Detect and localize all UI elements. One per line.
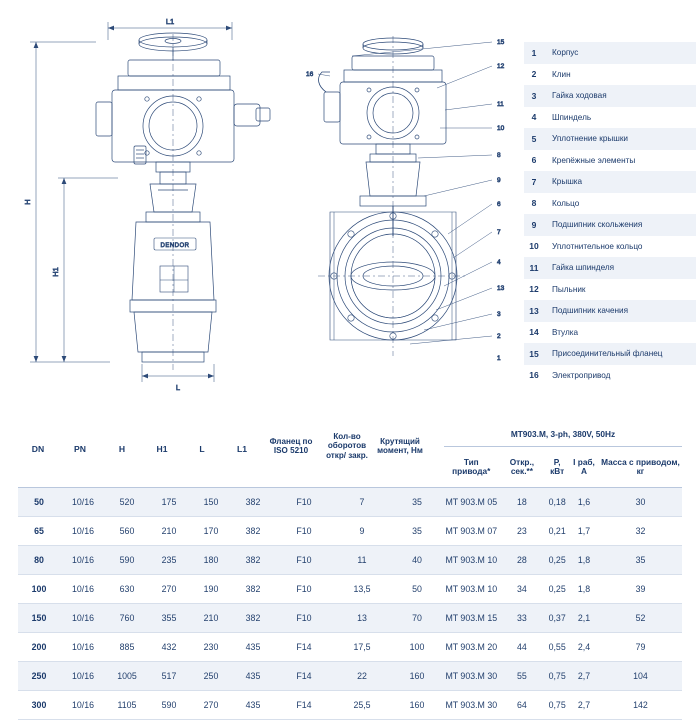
cell-l1: 435	[232, 662, 274, 691]
cell-h1: 235	[148, 546, 190, 575]
legend-item-label: Подшипник качения	[552, 306, 629, 316]
cell-current: 2,4	[569, 633, 599, 662]
col-l1: L1	[236, 444, 248, 454]
cell-pn: 10/16	[60, 488, 106, 517]
cell-current: 2,7	[569, 691, 599, 720]
legend-item	[524, 322, 696, 344]
cell-pn: 10/16	[60, 691, 106, 720]
legend-item-label: Гайка ходовая	[552, 91, 607, 101]
cell-pn: 10/16	[60, 517, 106, 546]
cell-flange: F10	[274, 575, 334, 604]
svg-text:4: 4	[497, 259, 501, 266]
legend-item-number: 4	[531, 112, 537, 123]
cell-l1: 382	[232, 488, 274, 517]
cell-type: MT 903.M 10	[444, 575, 499, 604]
cell-h1: 517	[148, 662, 190, 691]
cell-h1: 355	[148, 604, 190, 633]
cell-h1: 210	[148, 517, 190, 546]
legend-item-label: Кольцо	[552, 198, 580, 208]
cell-current: 1,7	[569, 517, 599, 546]
col-l: L	[199, 444, 205, 454]
cell-type: MT 903.M 10	[444, 546, 499, 575]
cell-h1: 175	[148, 488, 190, 517]
cell-h: 760	[106, 604, 148, 633]
legend-item-label: Крепёжные элементы	[552, 155, 636, 165]
col-h1: H1	[156, 444, 168, 454]
cell-l: 150	[190, 488, 232, 517]
cell-power: 0,25	[545, 575, 569, 604]
cell-mass: 52	[599, 604, 682, 633]
legend-list	[524, 42, 696, 386]
legend-item-label: Пыльник	[552, 284, 586, 294]
cell-power: 0,21	[545, 517, 569, 546]
brand-label: DENDOR	[160, 243, 190, 249]
cell-type: MT 903.M 30	[444, 662, 499, 691]
cell-current: 1,8	[569, 546, 599, 575]
cell-h: 885	[106, 633, 148, 662]
cell-l1: 382	[232, 546, 274, 575]
table-row	[18, 546, 682, 575]
cell-torque: 160	[390, 691, 444, 720]
cell-type: MT 903.M 05	[444, 488, 499, 517]
legend-item	[524, 300, 696, 322]
svg-text:11: 11	[497, 101, 504, 108]
legend-item-number: 6	[531, 155, 537, 166]
legend-item-number: 15	[529, 348, 539, 359]
cell-flange: F14	[274, 691, 334, 720]
svg-text:13: 13	[497, 285, 505, 292]
svg-text:1: 1	[497, 355, 501, 362]
col-pn: PN	[74, 444, 86, 454]
cell-turns: 17,5	[334, 633, 390, 662]
legend-item	[524, 42, 696, 64]
cell-turns: 22	[334, 662, 390, 691]
svg-text:L: L	[175, 383, 181, 392]
cell-turns: 13	[334, 604, 390, 633]
legend-item-number: 8	[531, 198, 537, 209]
specification-table	[18, 424, 682, 720]
cell-dn: 200	[18, 633, 60, 662]
table-row	[18, 575, 682, 604]
cell-mass: 35	[599, 546, 682, 575]
valve-drawing-svg	[0, 0, 520, 400]
col-type: Тип привода*	[444, 447, 499, 488]
cell-l1: 435	[232, 633, 274, 662]
cell-dn: 250	[18, 662, 60, 691]
legend-item	[524, 150, 696, 172]
cell-power: 0,75	[545, 662, 569, 691]
legend-item-number: 12	[529, 284, 539, 295]
legend-item	[524, 365, 696, 387]
legend-item-number: 2	[531, 69, 537, 80]
cell-power: 0,37	[545, 604, 569, 633]
cell-flange: F10	[274, 517, 334, 546]
legend-item	[524, 107, 696, 129]
cell-turns: 13,5	[334, 575, 390, 604]
cell-open-time: 64	[499, 691, 546, 720]
cell-open-time: 23	[499, 517, 546, 546]
cell-mass: 79	[599, 633, 682, 662]
cell-torque: 100	[390, 633, 444, 662]
cell-l: 180	[190, 546, 232, 575]
svg-text:H: H	[23, 199, 32, 205]
specification-table-wrapper	[18, 424, 682, 720]
cell-mass: 104	[599, 662, 682, 691]
cell-type: MT 903.M 30	[444, 691, 499, 720]
cell-l1: 435	[232, 691, 274, 720]
svg-text:L1: L1	[165, 17, 175, 26]
cell-h: 630	[106, 575, 148, 604]
legend-item	[524, 257, 696, 279]
cell-dn: 65	[18, 517, 60, 546]
cell-current: 1,6	[569, 488, 599, 517]
col-current: I раб, А	[569, 447, 599, 488]
legend-item-label: Подшипник скольжения	[552, 220, 643, 230]
cell-pn: 10/16	[60, 546, 106, 575]
cell-flange: F10	[274, 604, 334, 633]
cell-dn: 80	[18, 546, 60, 575]
legend-item-number: 5	[531, 133, 537, 144]
cell-h: 1005	[106, 662, 148, 691]
cell-flange: F14	[274, 662, 334, 691]
col-flange: Фланец по ISO 5210	[269, 437, 313, 456]
col-h: H	[118, 444, 126, 454]
legend-item-label: Присоединительный фланец	[552, 349, 663, 359]
cell-h: 1105	[106, 691, 148, 720]
legend-item-number: 16	[529, 370, 539, 381]
cell-dn: 300	[18, 691, 60, 720]
technical-drawing	[0, 0, 520, 400]
cell-current: 2,1	[569, 604, 599, 633]
cell-flange: F10	[274, 488, 334, 517]
cell-l1: 382	[232, 575, 274, 604]
table-group-header: MT903.M, 3-ph, 380V, 50Hz	[444, 424, 682, 447]
legend-item-label: Шпиндель	[552, 112, 592, 122]
cell-turns: 25,5	[334, 691, 390, 720]
cell-l: 270	[190, 691, 232, 720]
cell-current: 1,8	[569, 575, 599, 604]
cell-l1: 382	[232, 517, 274, 546]
legend-item-number: 1	[531, 47, 537, 58]
cell-turns: 9	[334, 517, 390, 546]
legend-item	[524, 171, 696, 193]
cell-turns: 11	[334, 546, 390, 575]
cell-torque: 40	[390, 546, 444, 575]
svg-text:6: 6	[497, 201, 501, 208]
cell-l: 170	[190, 517, 232, 546]
cell-pn: 10/16	[60, 662, 106, 691]
cell-h1: 432	[148, 633, 190, 662]
legend-item-label: Электропривод	[552, 370, 611, 380]
cell-open-time: 34	[499, 575, 546, 604]
cell-flange: F10	[274, 546, 334, 575]
table-row	[18, 633, 682, 662]
legend-item	[524, 236, 696, 258]
legend-item-number: 10	[529, 241, 539, 252]
cell-type: MT 903.M 15	[444, 604, 499, 633]
cell-pn: 10/16	[60, 633, 106, 662]
cell-torque: 35	[390, 488, 444, 517]
svg-text:7: 7	[497, 229, 501, 236]
table-row	[18, 488, 682, 517]
legend-item	[524, 343, 696, 365]
col-turns: Кол-во оборотов откр/ закр.	[326, 432, 368, 460]
table-row	[18, 662, 682, 691]
col-power: P, кВт	[545, 447, 569, 488]
svg-text:H1: H1	[51, 267, 60, 277]
legend-item	[524, 85, 696, 107]
cell-torque: 70	[390, 604, 444, 633]
legend-item-label: Корпус	[552, 48, 579, 58]
legend-item-number: 11	[529, 262, 539, 273]
legend-item-label: Уплотнение крышки	[552, 134, 629, 144]
legend-item-label: Гайка шпинделя	[552, 263, 615, 273]
legend-item-number: 3	[531, 90, 537, 101]
legend-item-label: Крышка	[552, 177, 583, 187]
svg-text:12: 12	[497, 63, 505, 70]
cell-dn: 100	[18, 575, 60, 604]
table-row	[18, 691, 682, 720]
cell-open-time: 18	[499, 488, 546, 517]
cell-l1: 382	[232, 604, 274, 633]
col-dn: DN	[31, 444, 45, 454]
legend-item-number: 9	[531, 219, 537, 230]
legend-item-number: 14	[529, 327, 539, 338]
cell-l: 230	[190, 633, 232, 662]
cell-dn: 50	[18, 488, 60, 517]
cell-mass: 32	[599, 517, 682, 546]
cell-torque: 50	[390, 575, 444, 604]
legend-item	[524, 279, 696, 301]
cell-l: 190	[190, 575, 232, 604]
legend-item	[524, 193, 696, 215]
svg-text:3: 3	[497, 311, 501, 318]
col-open-time: Откр., сек.**	[499, 447, 546, 488]
svg-text:9: 9	[497, 177, 501, 184]
cell-flange: F14	[274, 633, 334, 662]
cell-open-time: 44	[499, 633, 546, 662]
cell-power: 0,18	[545, 488, 569, 517]
cell-torque: 35	[390, 517, 444, 546]
legend-item-number: 7	[531, 176, 537, 187]
svg-text:2: 2	[497, 333, 501, 340]
legend-item-number: 13	[529, 305, 539, 316]
cell-h: 520	[106, 488, 148, 517]
cell-open-time: 55	[499, 662, 546, 691]
cell-open-time: 33	[499, 604, 546, 633]
svg-text:16: 16	[306, 71, 314, 78]
cell-l: 210	[190, 604, 232, 633]
cell-pn: 10/16	[60, 604, 106, 633]
cell-power: 0,75	[545, 691, 569, 720]
cell-h: 560	[106, 517, 148, 546]
cell-dn: 150	[18, 604, 60, 633]
cell-mass: 30	[599, 488, 682, 517]
cell-type: MT 903.M 20	[444, 633, 499, 662]
col-mass: Масса с приводом, кг	[599, 447, 682, 488]
legend-item	[524, 128, 696, 150]
svg-text:8: 8	[497, 152, 501, 159]
cell-power: 0,55	[545, 633, 569, 662]
cell-h1: 270	[148, 575, 190, 604]
cell-type: MT 903.M 07	[444, 517, 499, 546]
cell-open-time: 28	[499, 546, 546, 575]
cell-l: 250	[190, 662, 232, 691]
legend-item	[524, 64, 696, 86]
svg-text:15: 15	[497, 39, 505, 46]
legend-item	[524, 214, 696, 236]
cell-turns: 7	[334, 488, 390, 517]
table-row	[18, 517, 682, 546]
cell-h: 590	[106, 546, 148, 575]
svg-text:10: 10	[497, 125, 505, 132]
cell-mass: 142	[599, 691, 682, 720]
cell-h1: 590	[148, 691, 190, 720]
cell-torque: 160	[390, 662, 444, 691]
cell-power: 0,25	[545, 546, 569, 575]
legend-item-label: Клин	[552, 69, 571, 79]
cell-current: 2,7	[569, 662, 599, 691]
col-torque: Крутящий момент, Нм	[377, 437, 423, 456]
cell-mass: 39	[599, 575, 682, 604]
legend-item-label: Уплотнительное кольцо	[552, 241, 643, 251]
cell-pn: 10/16	[60, 575, 106, 604]
table-row	[18, 604, 682, 633]
legend-item-label: Втулка	[552, 327, 579, 337]
